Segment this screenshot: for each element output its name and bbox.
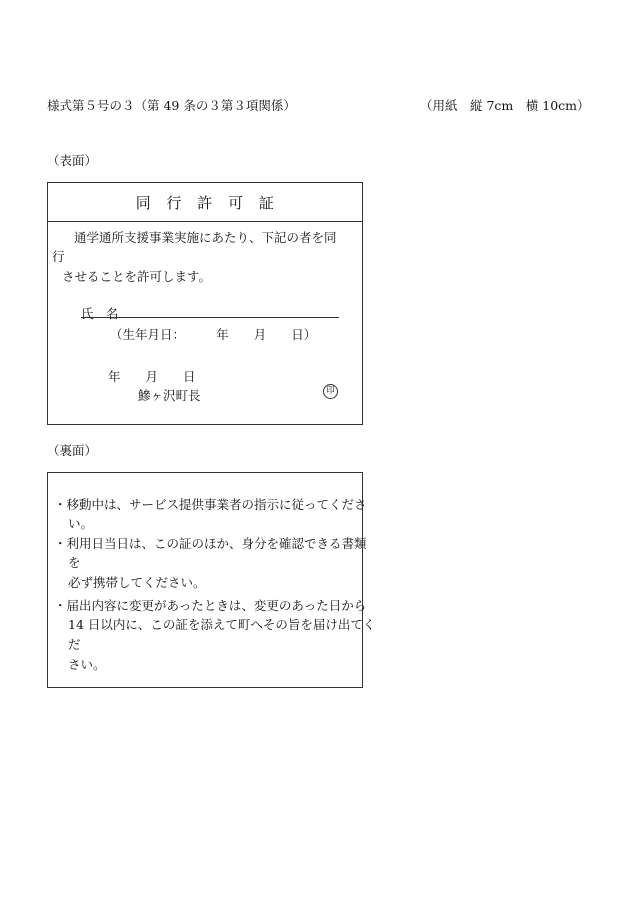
- birth-date-line: （生年月日： 年 月 日）: [110, 327, 317, 342]
- back-note-line: ・移動中は、サービス提供事業者の指示に従ってくださ: [54, 497, 367, 512]
- back-note-line: ・利用日当日は、この証のほか、身分を確認できる書類: [54, 536, 367, 551]
- back-note-line: 14 日以内に、この証を添えて町へその旨を届け出てく: [68, 617, 376, 632]
- permit-body-line-3: させることを許可します。: [62, 269, 212, 284]
- back-note-line: だ: [68, 637, 81, 652]
- permit-body-line-1: 通学通所支援事業実施にあたり、下記の者を同: [74, 230, 337, 245]
- seal-mark-icon: 印: [323, 384, 338, 399]
- back-notes-card: [47, 472, 376, 688]
- back-note-line: ・届出内容に変更があったときは、変更のあった日から: [54, 598, 367, 613]
- issue-date: 年 月 日: [108, 369, 196, 384]
- name-underline: [81, 317, 339, 318]
- back-note-line: さい。: [68, 657, 106, 672]
- front-title-row: [48, 183, 362, 222]
- back-note-line: 必ず携帯してください。: [68, 575, 206, 590]
- permit-body-line-2: 行: [52, 249, 65, 264]
- form-number: 様式第５号の３（第 49 条の３第３項関係）: [47, 98, 296, 113]
- paper-size-note: （用紙 縦 7cm 横 10cm）: [420, 98, 590, 113]
- back-section-label: （裏面）: [47, 443, 98, 458]
- back-note-line: い。: [68, 516, 94, 531]
- front-permit-card: [47, 182, 363, 425]
- issuer-name: 鰺ヶ沢町長: [138, 388, 201, 403]
- name-label: 氏 名: [81, 306, 119, 321]
- front-section-label: （表面）: [47, 153, 98, 168]
- back-note-line: を: [68, 555, 81, 570]
- permit-title: 同 行 許 可 証: [135, 194, 275, 212]
